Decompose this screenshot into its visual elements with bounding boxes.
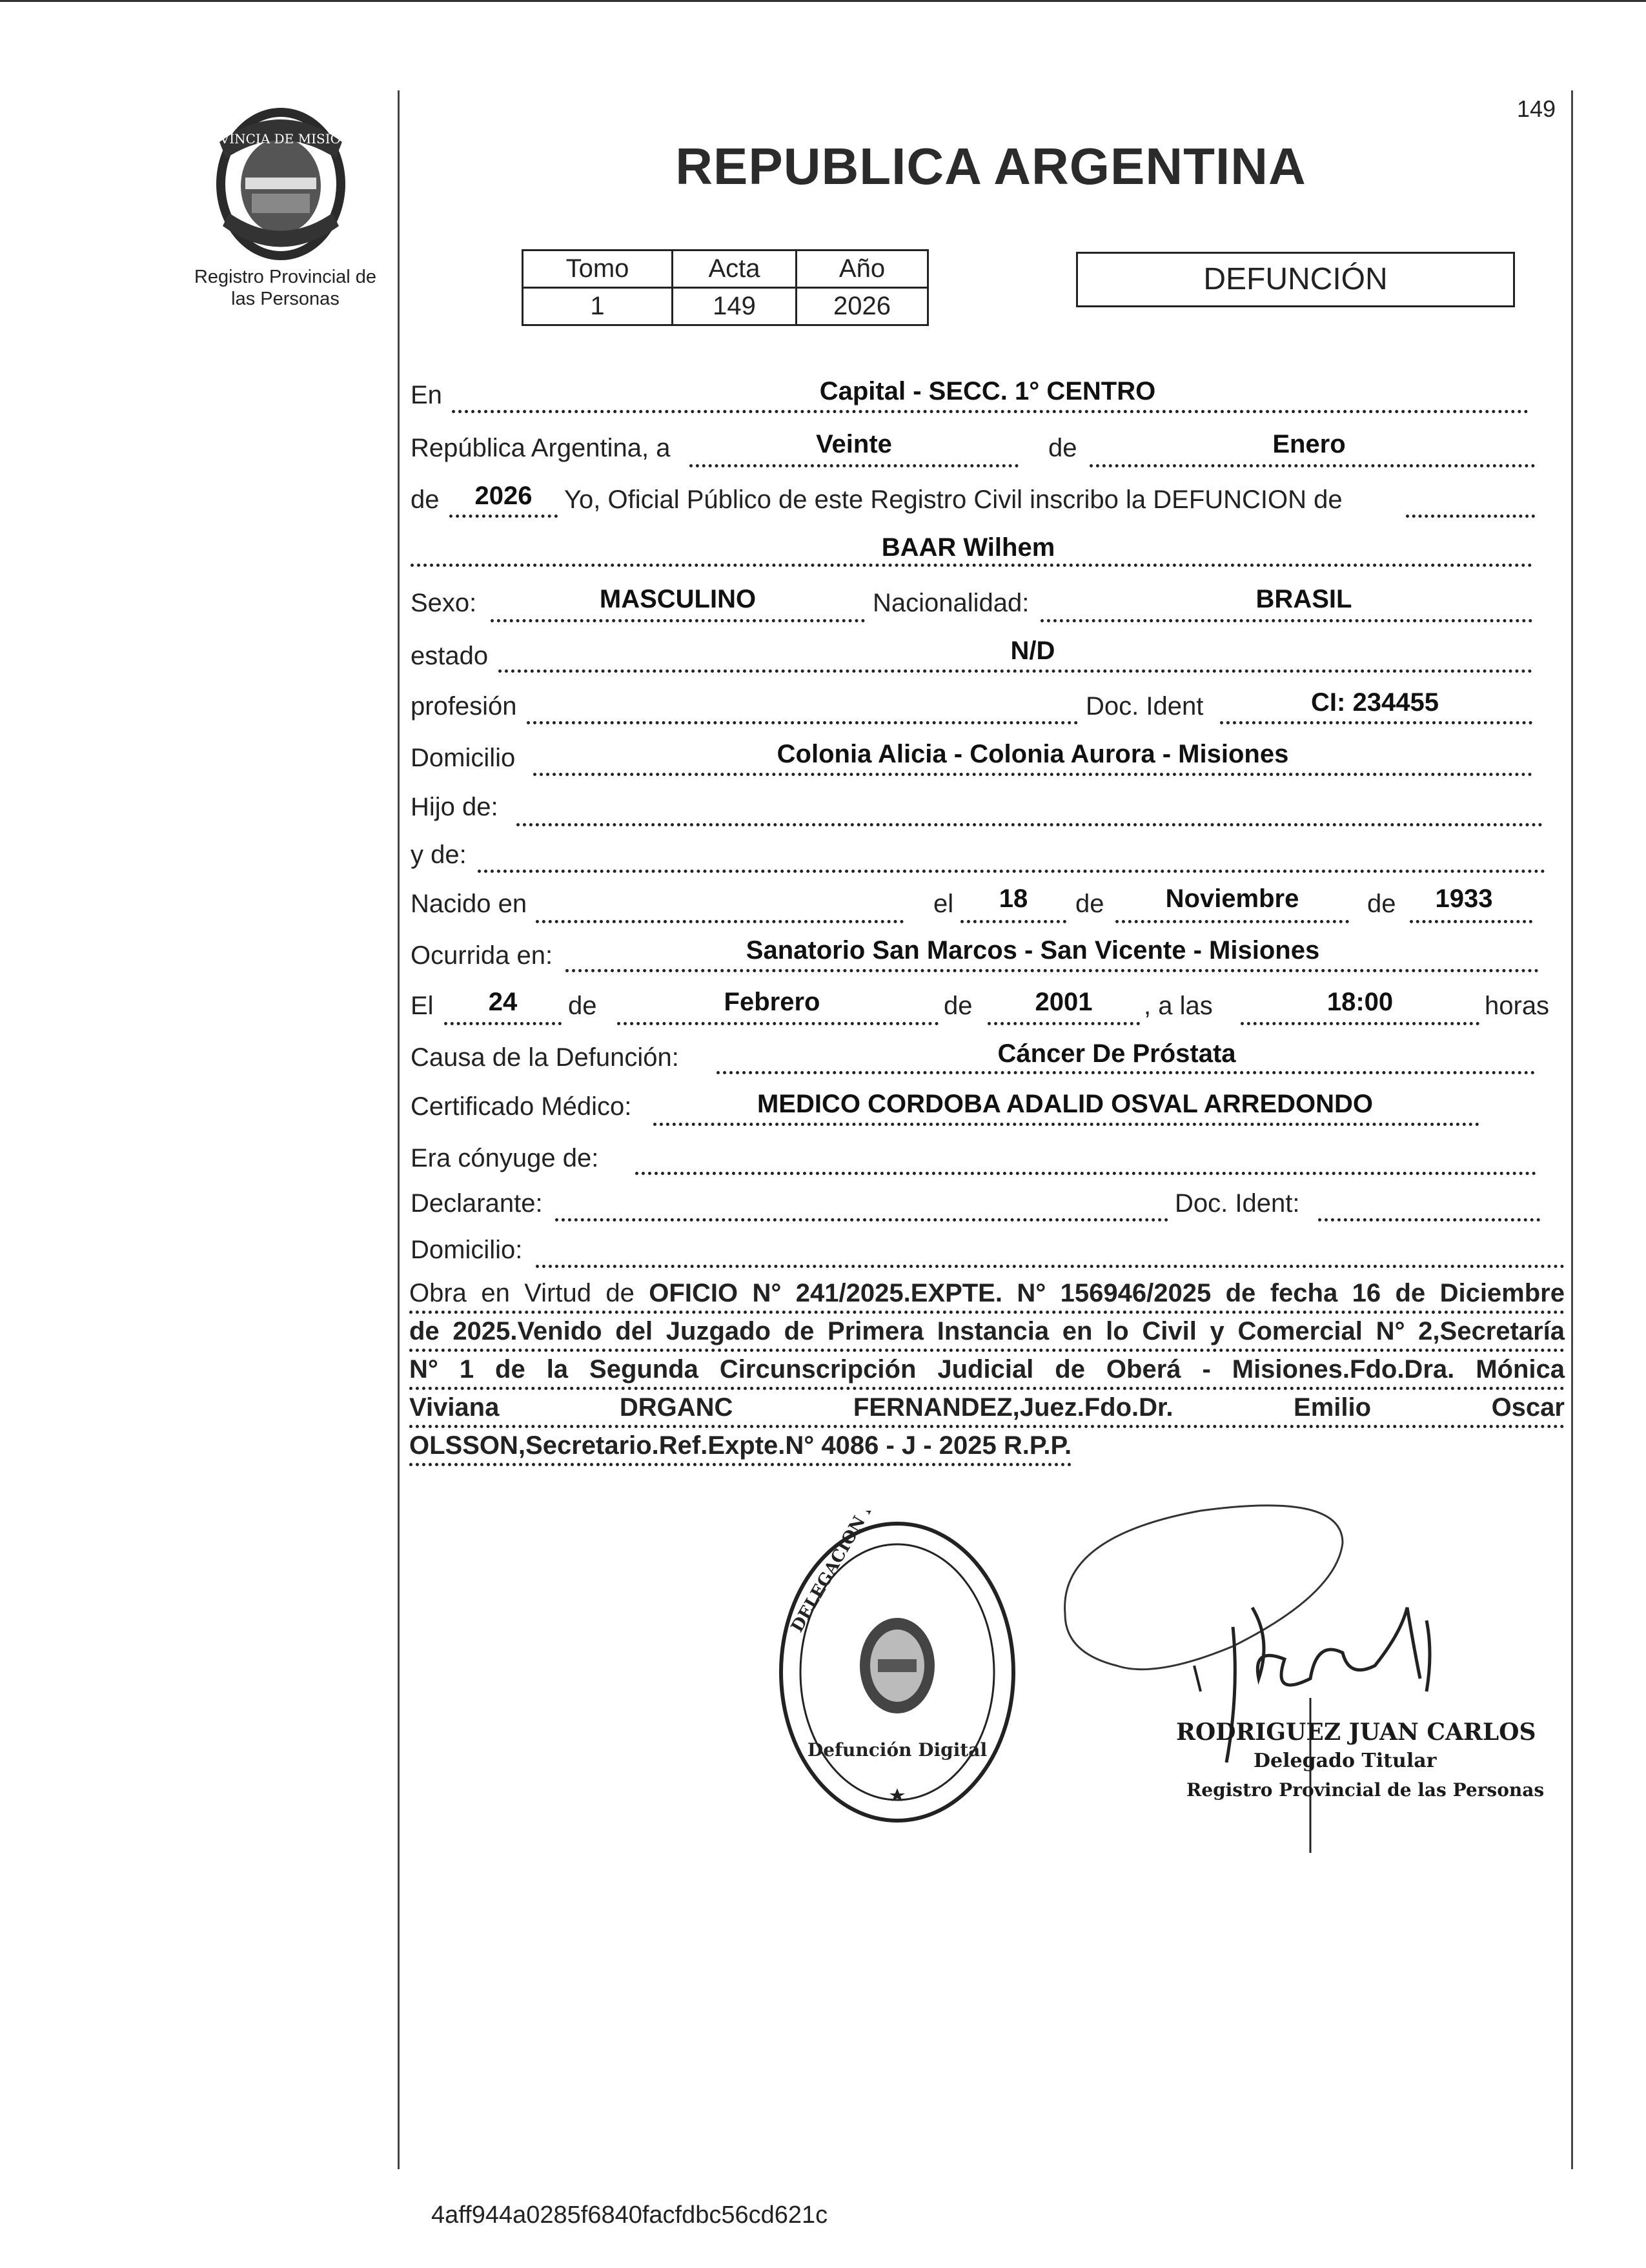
label-el-defuncion: El [411,992,434,1020]
handwritten-signature [1039,1485,1504,1872]
value-sexo: MASCULINO [599,585,757,613]
label-doc-ident-declarante: Doc. Ident: [1175,1189,1300,1218]
registry-caption-line-1: Registro Provincial de [194,267,377,287]
value-defuncion-dia: 24 [488,988,518,1016]
signatory-organization: Registro Provincial de las Personas [1186,1779,1545,1801]
field-doc-ident-declarante [1318,1193,1540,1221]
label-en: En [411,381,442,409]
label-de-mes-nacimiento: de [1075,890,1104,918]
anio-header: Año [797,250,928,288]
page-number: 149 [1517,96,1556,122]
value-certificado: MEDICO CORDOBA ADALID OSVAL ARREDONDO [757,1090,1374,1118]
label-de-anio: de [411,485,440,514]
value-lugar: Capital - SECC. 1° CENTRO [819,377,1156,405]
field-profesion [527,696,1078,724]
acta-value: 149 [673,288,797,325]
signatory-name: RODRIGUEZ JUAN CARLOS [1176,1719,1536,1746]
label-declarante: Declarante: [411,1189,543,1218]
document-hash: 4aff944a0285f6840facfdbc56cd621c [431,2202,828,2229]
tomo-header: Tomo [523,250,673,288]
label-domicilio: Domicilio [411,744,516,772]
label-nacionalidad: Nacionalidad: [873,589,1030,617]
label-ocurrida-en: Ocurrida en: [411,941,553,970]
label-conyuge: Era cónyuge de: [411,1144,599,1172]
acta-header: Acta [673,250,797,288]
label-estado: estado [411,642,489,670]
label-sexo: Sexo: [411,589,477,617]
registry-caption-line-2: las Personas [231,289,340,309]
obra-intro: Obra en Virtud de [409,1279,635,1307]
value-dia-inscripcion: Veinte [816,430,892,458]
label-el: el [933,890,954,918]
obra-line-3: N° 1 de la Segunda Circunscripción Judicial de Oberá - Misiones.Fdo.Dra. Mónica [409,1352,1565,1390]
field-domicilio-declarante [536,1240,1565,1268]
obra-en-virtud-paragraph [409,1276,1565,1466]
obra-line-5: OLSSON,Secretario.Ref.Expte.N° 4086 - J - 2025 R.P.P. [409,1428,1072,1466]
field-declarante [555,1193,1168,1221]
field-y-de [478,844,1545,873]
document-title: REPUBLICA ARGENTINA [675,138,1306,195]
label-causa: Causa de la Defunción: [411,1043,679,1072]
value-mes-inscripcion: Enero [1272,430,1346,458]
top-edge-rule [0,0,1646,2]
label-republica: República Argentina, a [411,434,671,462]
label-y-de: y de: [411,841,467,869]
document-type-box: DEFUNCIÓN [1076,252,1515,307]
value-ocurrida-en: Sanatorio San Marcos - San Vicente - Misiones [746,936,1320,965]
label-domicilio-declarante: Domicilio: [411,1236,523,1264]
value-nacimiento-anio: 1933 [1435,884,1493,913]
registry-stamp-seal [775,1511,1020,1834]
label-profesion: profesión [411,692,517,720]
label-yo-oficial: Yo, Oficial Público de este Registro Civil inscribo la DEFUNCION de [564,485,1343,514]
seal-inner-text: Defunción Digital [807,1739,988,1761]
label-doc-ident: Doc. Ident [1086,692,1204,720]
value-defuncion-mes: Febrero [724,988,820,1016]
label-de: de [1048,434,1077,462]
value-nacimiento-mes: Noviembre [1165,884,1299,913]
label-nacido-en: Nacido en [411,890,527,918]
value-causa: Cáncer De Próstata [997,1039,1236,1068]
value-nacionalidad: BRASIL [1255,585,1352,613]
label-certificado: Certificado Médico: [411,1092,632,1121]
value-estado: N/D [1010,637,1055,665]
value-defuncion-anio: 2001 [1035,988,1093,1016]
signatory-role: Delegado Titular [1254,1750,1437,1772]
value-hora: 18:00 [1326,988,1394,1016]
registry-caption [182,266,389,310]
logo-text: OVINCIA DE MISION [209,131,352,147]
misiones-coat-of-arms-logo [207,103,355,265]
value-nombre: BAAR Wilhem [881,533,1055,562]
anio-value: 2026 [797,288,928,325]
field-defuncion-de [1406,489,1535,518]
label-hijo-de: Hijo de: [411,793,498,821]
label-de-mes-defuncion: de [568,992,597,1020]
tomo-value: 1 [523,288,673,325]
obra-line-1: OFICIO N° 241/2025.EXPTE. N° 156946/2025 de fecha 16 de Diciembre [649,1279,1565,1307]
label-de-anio-defuncion: de [944,992,973,1020]
label-horas: horas [1485,992,1550,1020]
field-conyuge [635,1147,1536,1175]
value-doc-ident: CI: 234455 [1311,688,1439,717]
right-margin-rule [1571,90,1573,2169]
obra-line-2: de 2025.Venido del Juzgado de Primera Instancia en lo Civil y Comercial N° 2,Secretaría [409,1314,1565,1352]
label-a-las: , a las [1144,992,1213,1020]
left-margin-rule [398,90,400,2169]
field-nacido-en [536,895,904,923]
label-de-anio-nacimiento: de [1367,890,1396,918]
value-domicilio: Colonia Alicia - Colonia Aurora - Misiones [777,740,1289,768]
value-anio-inscripcion: 2026 [474,482,533,510]
value-nacimiento-dia: 18 [999,884,1028,913]
field-hijo-de [516,798,1543,826]
obra-line-4: Viviana DRGANC FERNANDEZ,Juez.Fdo.Dr. Emilio Oscar [409,1390,1565,1428]
register-table [522,249,929,326]
